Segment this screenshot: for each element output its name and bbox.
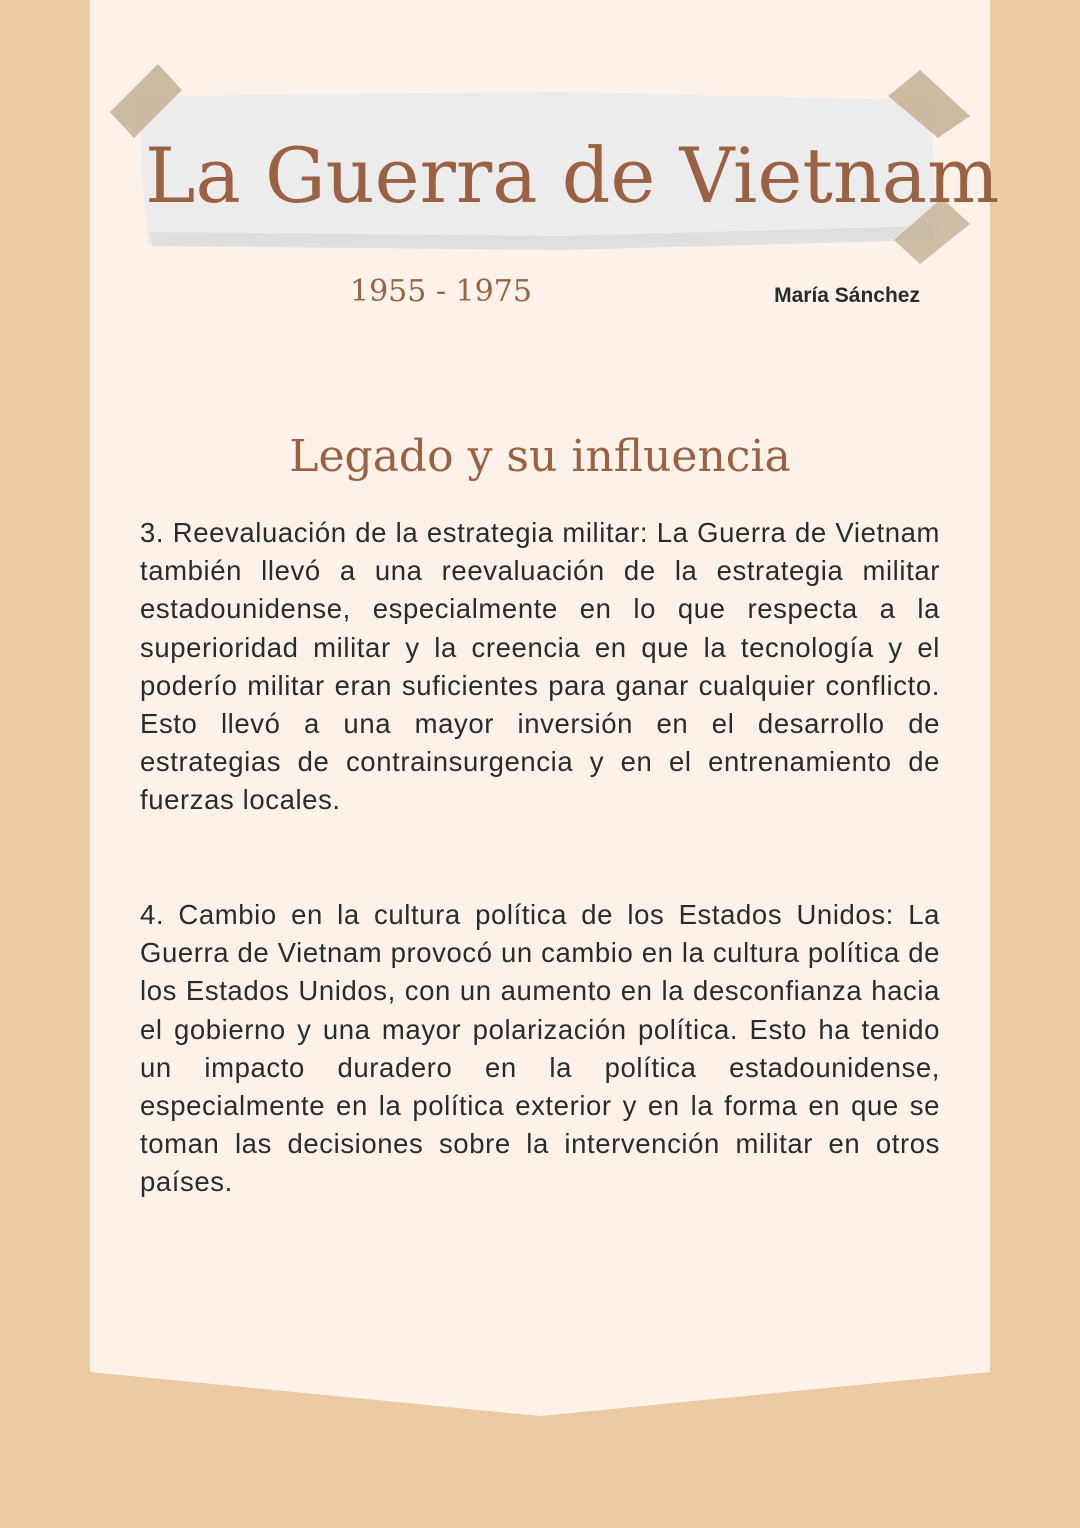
body-paragraph: 4. Cambio en la cultura política de los Estados Unidos: La Guerra de Vietnam provocó un cambio en la cultura política de los Estados Unidos, con un aumento en la desconfianza hacia el gobierno y una mayor polarización política. Esto ha tenido un impacto duradero en la política estadounidense, especialmente en la política exterior y en la forma en que se toman las decisiones sobre la intervención militar en otros países. (140, 899, 940, 1198)
date-range: 1955 - 1975 (350, 274, 532, 309)
body-paragraph: 3. Reevaluación de la estrategia militar: La Guerra de Vietnam también llevó a una reevaluación de la estrategia militar estadounidense, especialmente en lo que respecta a la superioridad militar y la creencia en que la tecnología y el poderío militar eran suficientes para ganar cualquier conflicto. Esto llevó a una mayor inversión en el desarrollo de estrategias de contrainsurgencia y en el entrenamiento de fuerzas locales. (140, 517, 940, 816)
author-name: María Sánchez (774, 284, 920, 307)
document-title: La Guerra de Vietnam (145, 131, 1000, 220)
section-heading: Legado y su influencia (289, 431, 791, 482)
